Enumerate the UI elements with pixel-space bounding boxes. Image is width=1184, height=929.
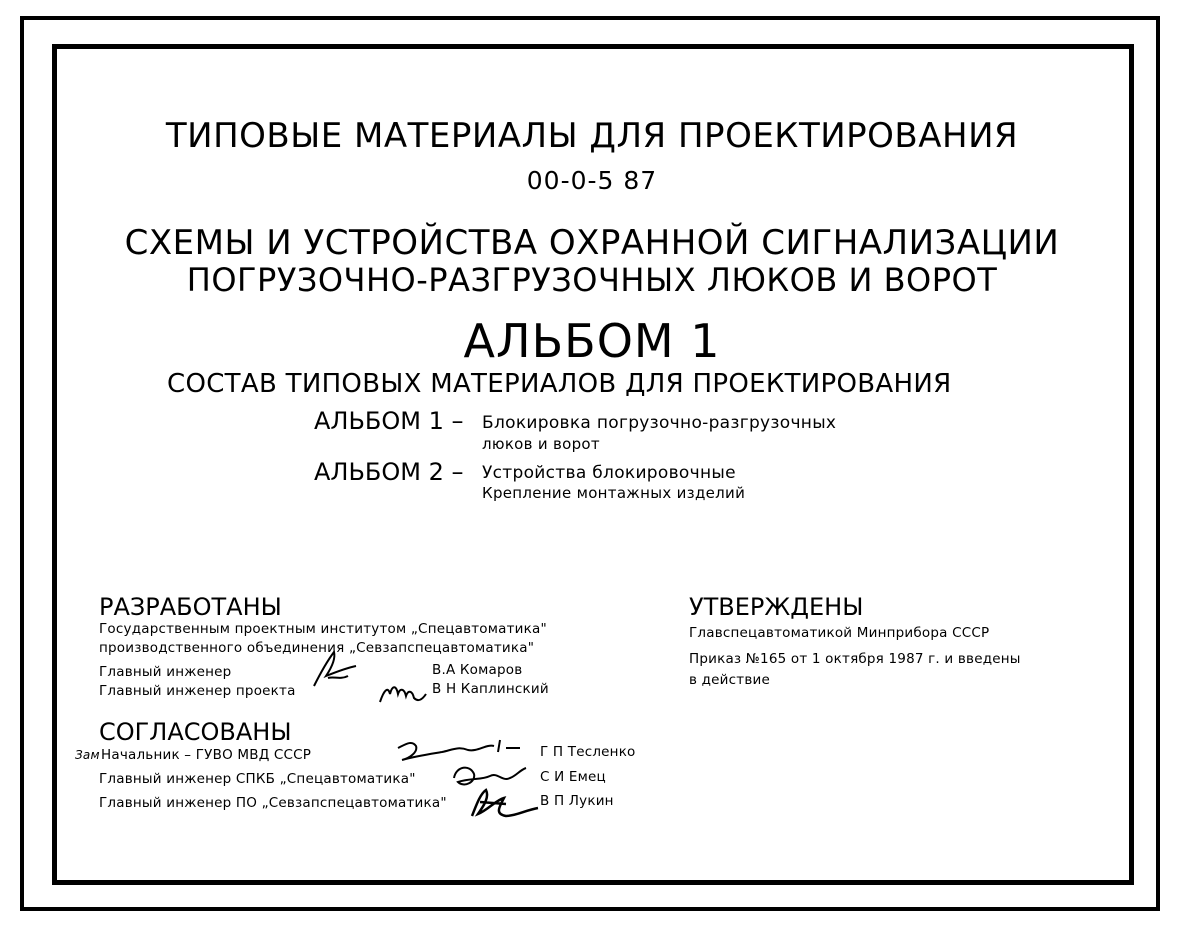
album-2-line1: Устройства блокировочные	[482, 463, 736, 483]
album-2-line2: Крепление монтажных изделий	[482, 484, 746, 502]
developer-role-1: Главный инженер	[99, 664, 232, 680]
signature-lukin	[466, 786, 546, 822]
album-1-label: АЛЬБОМ 1 –	[314, 407, 464, 435]
agreed-name-1: Г П Тесленко	[540, 744, 636, 760]
album-1-line1: Блокировка погрузочно-разгрузочных	[482, 413, 837, 433]
agreed-role-2: Главный инженер СПКБ „Спецавтоматика"	[99, 771, 416, 787]
approved-line-2: Приказ №165 от 1 октября 1987 г. и введены	[689, 651, 1021, 667]
document-title: ТИПОВЫЕ МАТЕРИАЛЫ ДЛЯ ПРОЕКТИРОВАНИЯ	[165, 116, 1019, 156]
developer-role-2: Главный инженер проекта	[99, 683, 296, 699]
signature-kaplinsky	[378, 676, 428, 710]
album-title: АЛЬБОМ 1	[463, 314, 721, 368]
agreed-role-1: Начальник – ГУВО МВД СССР	[101, 747, 312, 763]
album-2-label: АЛЬБОМ 2 –	[314, 458, 464, 486]
agreed-heading: СОГЛАСОВАНЫ	[99, 718, 292, 746]
developed-heading: РАЗРАБОТАНЫ	[99, 593, 282, 621]
developer-name-2: В Н Каплинский	[432, 681, 549, 697]
approved-heading: УТВЕРЖДЕНЫ	[689, 593, 864, 621]
composition-heading: СОСТАВ ТИПОВЫХ МАТЕРИАЛОВ ДЛЯ ПРОЕКТИРОВАНИЯ	[167, 369, 952, 399]
signature-komarov	[310, 646, 360, 692]
album-1-line2: люков и ворот	[482, 435, 600, 453]
developed-line-2: производственного объединения „Севзапспецавтоматика"	[99, 640, 535, 656]
approved-line-1: Главспецавтоматикой Минприбора СССР	[689, 625, 990, 641]
developed-line-1: Государственным проектным институтом „Спецавтоматика"	[99, 621, 547, 637]
agreed-name-2: С И Емец	[540, 769, 606, 785]
document-code: 00-0-5 87	[526, 166, 658, 195]
approved-line-3: в действие	[689, 672, 770, 688]
agreed-role-3: Главный инженер ПО „Севзапспецавтоматика"	[99, 795, 447, 811]
agreed-name-3: В П Лукин	[540, 793, 614, 809]
subject-line-1: СХЕМЫ И УСТРОЙСТВА ОХРАННОЙ СИГНАЛИЗАЦИИ	[124, 223, 1060, 263]
agreed-deputy-prefix: Зам	[75, 748, 100, 762]
subject-line-2: ПОГРУЗОЧНО-РАЗГРУЗОЧНЫХ ЛЮКОВ И ВОРОТ	[186, 261, 998, 299]
developer-name-1: В.А Комаров	[432, 662, 523, 678]
